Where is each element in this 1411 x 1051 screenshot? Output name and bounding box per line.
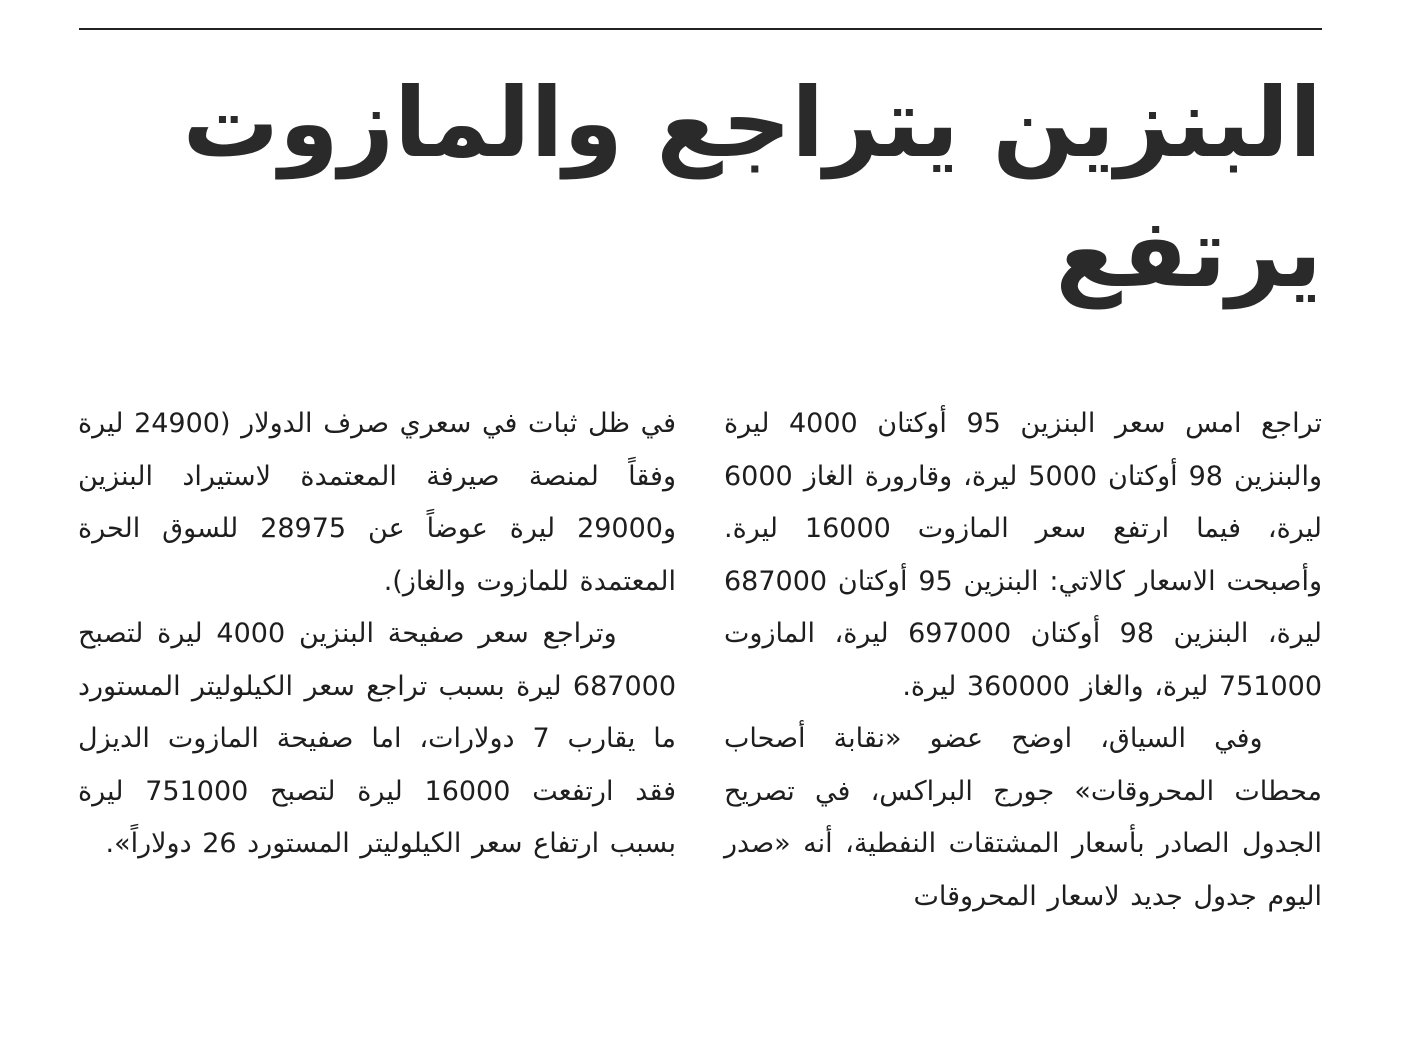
article-headline: البنزين يتراجع والمازوت يرتفع [182,67,1322,309]
article-column-right [724,398,1322,923]
body-paragraph: وتراجع سعر صفيحة البنزين 4000 ليرة لتصبح 687000 ليرة بسبب تراجع سعر الكيلوليتر المستورد ما يقارب 7 دولارات، اما صفيحة المازوت الديزل فقد ارتفعت 16000 ليرة لتصبح 751000 ليرة بسبب ارتفاع سعر الكيلوليتر المستورد 26 دولاراً». [78,618,677,859]
top-divider [79,28,1322,30]
body-paragraph: في ظل ثبات في سعري صرف الدولار (24900 ليرة وفقاً لمنصة صيرفة المعتمدة لاستيراد البنزين و29000 ليرة عوضاً عن 28975 للسوق الحرة المعتمدة للمازوت والغاز). [78,408,677,597]
article-column-left [78,398,676,871]
body-paragraph: وفي السياق، اوضح عضو «نقابة أصحاب محطات المحروقات» جورج البراكس، في تصريح الجدول الصادر بأسعار المشتقات النفطية، أنه «صدر اليوم جدول جديد لاسعار المحروقات [724,723,1322,912]
body-paragraph: تراجع امس سعر البنزين 95 أوكتان 4000 ليرة والبنزين 98 أوكتان 5000 ليرة، وقارورة الغاز 6000 ليرة، فيما ارتفع سعر المازوت 16000 ليرة. وأصبحت الاسعار كالاتي: البنزين 95 أوكتان 687000 ليرة، البنزين 98 أوكتان 697000 ليرة، المازوت 751000 ليرة، والغاز 360000 ليرة. [724,408,1323,702]
